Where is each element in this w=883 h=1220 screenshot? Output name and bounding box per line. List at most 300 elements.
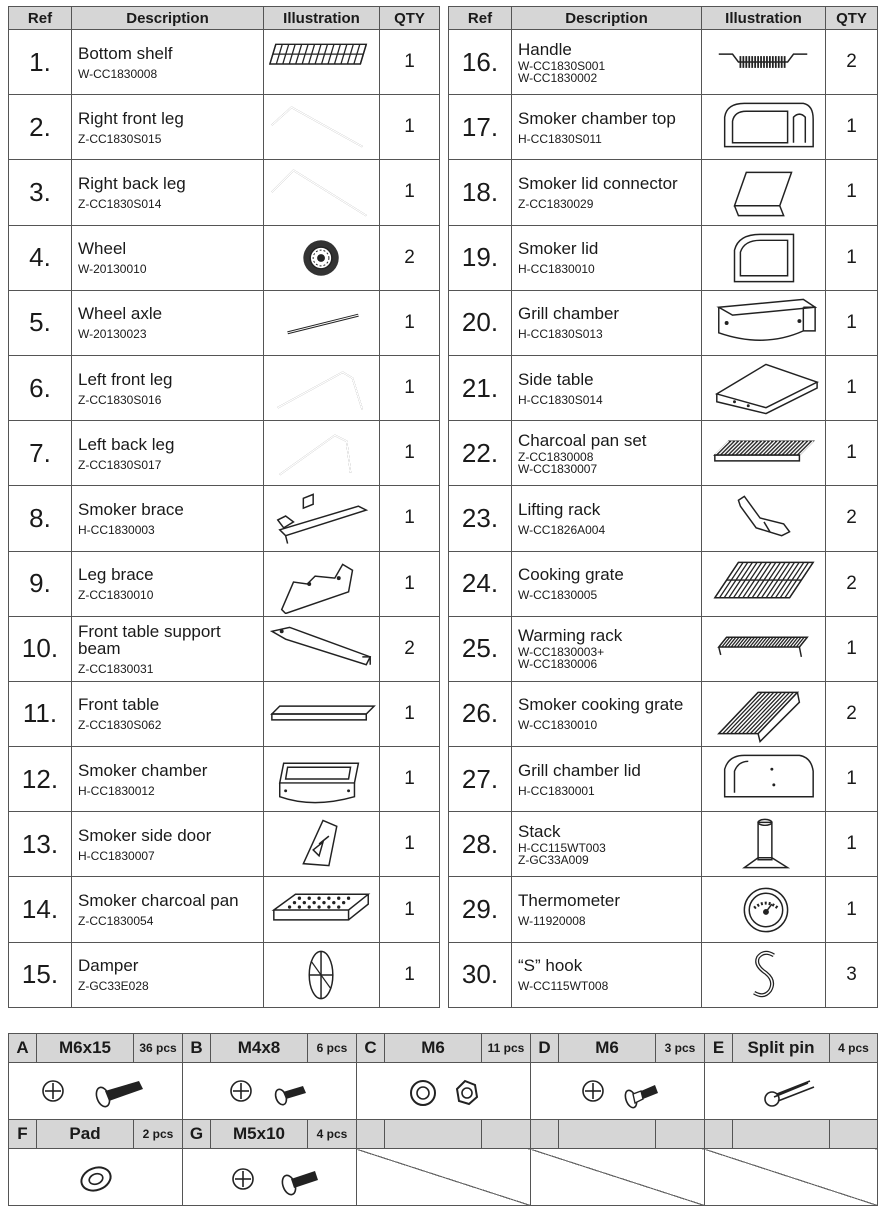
part-illustration — [702, 942, 826, 1007]
hardware-letter: E — [705, 1034, 733, 1063]
empty-cell — [733, 1120, 830, 1149]
part-qty: 1 — [380, 355, 440, 420]
part-description — [512, 486, 702, 551]
part-name: Grill chamber lid — [518, 760, 641, 780]
part-qty: 2 — [826, 551, 878, 616]
part-name: Cooking grate — [518, 565, 624, 585]
lid-connector-icon — [705, 162, 823, 222]
hardware-image-row-1 — [9, 1063, 878, 1120]
part-code: Z-CC1830054 — [78, 914, 154, 929]
part-codes — [78, 850, 263, 862]
part-code: Z-CC1830029 — [518, 196, 594, 211]
ref-number: 28. — [449, 812, 512, 877]
bottom-shelf-icon — [264, 32, 382, 92]
hardware-count: 4 pcs — [830, 1034, 878, 1063]
hardware-illustration-c — [357, 1063, 531, 1120]
empty-cell — [705, 1120, 733, 1149]
phillips-screw-icon — [215, 1069, 325, 1113]
part-code: W-20130010 — [78, 262, 147, 277]
ref-number: 26. — [449, 681, 512, 746]
part-illustration — [702, 421, 826, 486]
table-row — [449, 877, 878, 942]
part-illustration — [264, 355, 380, 420]
part-name: Left back leg — [78, 434, 175, 454]
part-codes — [78, 915, 263, 927]
part-illustration — [702, 681, 826, 746]
table-row — [449, 421, 878, 486]
empty-cell — [385, 1120, 482, 1149]
charcoal-pan-icon — [264, 880, 382, 940]
part-code: W-CC1830007 — [518, 461, 598, 476]
part-name: Right front leg — [78, 108, 184, 128]
hardware-name: M5x10 — [211, 1120, 308, 1149]
part-qty: 1 — [826, 616, 878, 681]
part-illustration — [702, 95, 826, 160]
part-name: Bottom shelf — [78, 43, 173, 63]
part-code: H-CC1830S014 — [518, 392, 603, 407]
part-codes — [518, 394, 701, 406]
smoker-brace-icon — [264, 488, 382, 548]
part-illustration — [264, 95, 380, 160]
part-qty: 1 — [380, 95, 440, 160]
part-illustration — [264, 551, 380, 616]
part-qty: 1 — [380, 681, 440, 746]
right-back-leg-icon — [264, 162, 382, 222]
part-illustration — [702, 30, 826, 95]
table-row — [449, 942, 878, 1007]
part-codes — [518, 646, 701, 670]
part-illustration — [702, 290, 826, 355]
part-description — [72, 551, 264, 616]
table-row — [449, 30, 878, 95]
ref-header: Ref — [449, 7, 512, 30]
part-code: H-CC1830S013 — [518, 327, 603, 342]
part-codes — [78, 68, 263, 80]
table-row — [9, 681, 440, 746]
table-row — [449, 812, 878, 877]
hardware-name: M4x8 — [211, 1034, 308, 1063]
part-name: “S” hook — [518, 956, 583, 976]
part-qty: 1 — [826, 225, 878, 290]
part-qty: 1 — [826, 747, 878, 812]
part-codes — [78, 459, 263, 471]
part-qty: 3 — [826, 942, 878, 1007]
hardware-image-row-2 — [9, 1149, 878, 1206]
hardware-letter: F — [9, 1120, 37, 1149]
part-description — [72, 812, 264, 877]
part-code: W-CC1830005 — [518, 588, 598, 603]
ref-number: 27. — [449, 747, 512, 812]
ref-number: 18. — [449, 160, 512, 225]
part-code: H-CC1830003 — [78, 522, 155, 537]
description-header: Description — [512, 7, 702, 30]
hardware-count: 3 pcs — [656, 1034, 705, 1063]
front-table-icon — [264, 684, 382, 744]
hardware-illustration-d — [531, 1063, 705, 1120]
hardware-name: Pad — [37, 1120, 134, 1149]
hardware-illustration-f — [9, 1149, 183, 1206]
part-code: Z-CC1830008 — [518, 449, 594, 464]
part-qty: 2 — [826, 486, 878, 551]
left-front-leg-icon — [264, 358, 382, 418]
table-row — [9, 812, 440, 877]
hardware-illustration-b — [183, 1063, 357, 1120]
part-name: Leg brace — [78, 565, 154, 585]
phillips-screw-icon — [31, 1069, 161, 1113]
part-codes — [78, 263, 263, 275]
part-qty: 2 — [826, 30, 878, 95]
table-row — [449, 95, 878, 160]
part-name: Thermometer — [518, 891, 621, 911]
hardware-illustration-a — [9, 1063, 183, 1120]
part-code: Z-GC33A009 — [518, 852, 589, 867]
part-code: Z-CC1830S014 — [78, 196, 162, 211]
part-code: Z-CC1830S016 — [78, 392, 162, 407]
wheel-axle-icon — [264, 293, 382, 353]
part-qty: 1 — [380, 551, 440, 616]
hardware-letter: A — [9, 1034, 37, 1063]
handle-icon — [705, 32, 823, 92]
part-qty: 1 — [826, 355, 878, 420]
ref-number: 2. — [9, 95, 72, 160]
part-codes — [518, 133, 701, 145]
table-row — [449, 681, 878, 746]
part-name: Smoker charcoal pan — [78, 891, 239, 911]
part-description — [72, 877, 264, 942]
part-illustration — [264, 616, 380, 681]
ref-number: 21. — [449, 355, 512, 420]
table-row — [9, 421, 440, 486]
part-codes — [518, 328, 701, 340]
ref-number: 19. — [449, 225, 512, 290]
part-code: Z-CC1830010 — [78, 588, 154, 603]
hardware-letter: D — [531, 1034, 559, 1063]
ref-number: 15. — [9, 942, 72, 1007]
part-code: H-CC1830012 — [78, 783, 155, 798]
part-name: Smoker lid connector — [518, 173, 678, 193]
part-codes — [78, 133, 263, 145]
part-code: W-CC1826A004 — [518, 522, 606, 537]
part-name: Grill chamber — [518, 304, 620, 324]
leg-brace-icon — [264, 554, 382, 614]
cooking-grate-icon — [705, 554, 823, 614]
part-qty: 1 — [826, 95, 878, 160]
part-qty: 1 — [826, 812, 878, 877]
smoker-cooking-grate-icon — [705, 684, 823, 744]
part-code: H-CC1830001 — [518, 783, 595, 798]
part-illustration — [264, 486, 380, 551]
part-qty: 1 — [380, 160, 440, 225]
part-code: W-CC1830S001 — [518, 58, 606, 73]
part-qty: 2 — [826, 681, 878, 746]
stack-icon — [705, 814, 823, 874]
table-row — [449, 160, 878, 225]
part-illustration — [702, 160, 826, 225]
ref-number: 7. — [9, 421, 72, 486]
table-row — [9, 290, 440, 355]
s-hook-icon — [705, 945, 823, 1005]
part-code: W-CC1830003+ — [518, 645, 605, 660]
part-code: H-CC115WT003 — [518, 840, 606, 855]
part-illustration — [264, 225, 380, 290]
part-code: H-CC1830007 — [78, 848, 155, 863]
part-illustration — [264, 30, 380, 95]
part-description — [512, 225, 702, 290]
part-description — [72, 747, 264, 812]
part-description — [512, 616, 702, 681]
parts-table-left — [8, 6, 440, 1008]
ref-number: 5. — [9, 290, 72, 355]
part-illustration — [702, 486, 826, 551]
ref-number: 6. — [9, 355, 72, 420]
part-illustration — [264, 160, 380, 225]
smoker-lid-icon — [705, 228, 823, 288]
part-illustration — [702, 747, 826, 812]
ref-number: 11. — [9, 681, 72, 746]
part-code: W-CC1830010 — [518, 718, 598, 733]
washer-nut-icon — [389, 1069, 499, 1113]
part-code: W-20130023 — [78, 327, 147, 342]
split-pin-icon — [736, 1069, 846, 1113]
part-qty: 1 — [826, 160, 878, 225]
part-codes — [518, 589, 701, 601]
table-header-row — [449, 7, 878, 30]
table-row — [9, 616, 440, 681]
part-code: Z-CC1830S017 — [78, 457, 162, 472]
table-header-row — [9, 7, 440, 30]
part-illustration — [702, 551, 826, 616]
ref-number: 1. — [9, 30, 72, 95]
part-codes — [78, 198, 263, 210]
part-codes — [78, 328, 263, 340]
table-row — [449, 355, 878, 420]
part-name: Handle — [518, 39, 572, 59]
damper-icon — [264, 945, 382, 1005]
ref-number: 13. — [9, 812, 72, 877]
part-qty: 1 — [380, 747, 440, 812]
hardware-letter: C — [357, 1034, 385, 1063]
part-description — [512, 160, 702, 225]
part-name: Side table — [518, 369, 594, 389]
part-name: Left front leg — [78, 369, 173, 389]
part-name: Stack — [518, 821, 561, 841]
part-illustration — [264, 812, 380, 877]
ref-number: 29. — [449, 877, 512, 942]
part-name: Front table — [78, 695, 160, 715]
part-qty: 1 — [380, 942, 440, 1007]
part-codes — [518, 263, 701, 275]
right-front-leg-icon — [264, 97, 382, 157]
hardware-letter: G — [183, 1120, 211, 1149]
part-description — [512, 747, 702, 812]
table-row — [9, 160, 440, 225]
ref-header: Ref — [9, 7, 72, 30]
part-description — [72, 95, 264, 160]
part-code: W-CC1830008 — [78, 66, 158, 81]
part-name: Smoker chamber top — [518, 108, 676, 128]
part-illustration — [264, 421, 380, 486]
part-description — [512, 812, 702, 877]
ref-number: 25. — [449, 616, 512, 681]
part-description — [72, 616, 264, 681]
table-row — [9, 551, 440, 616]
warming-rack-icon — [705, 619, 823, 679]
qty-header: QTY — [826, 7, 878, 30]
qty-header: QTY — [380, 7, 440, 30]
description-header: Description — [72, 7, 264, 30]
part-codes — [78, 589, 263, 601]
ref-number: 10. — [9, 616, 72, 681]
part-description — [512, 421, 702, 486]
part-name: Wheel axle — [78, 304, 163, 324]
part-codes — [518, 524, 701, 536]
part-codes — [78, 785, 263, 797]
hardware-count: 2 pcs — [134, 1120, 183, 1149]
part-name: Smoker brace — [78, 499, 184, 519]
hardware-header-row-1 — [9, 1034, 878, 1063]
smoker-chamber-icon — [264, 749, 382, 809]
hardware-header-row-2 — [9, 1120, 878, 1149]
empty-cell — [531, 1149, 705, 1206]
part-code: Z-CC1830S015 — [78, 131, 162, 146]
table-row — [9, 877, 440, 942]
table-row — [449, 225, 878, 290]
part-code: W-CC115WT008 — [518, 979, 609, 994]
part-qty: 1 — [380, 812, 440, 877]
part-description — [512, 355, 702, 420]
table-row — [449, 747, 878, 812]
empty-cell — [531, 1120, 559, 1149]
ref-number: 17. — [449, 95, 512, 160]
illustration-header: Illustration — [702, 7, 826, 30]
part-description — [72, 290, 264, 355]
part-name: Charcoal pan set — [518, 430, 647, 450]
part-description — [72, 421, 264, 486]
ref-number: 8. — [9, 486, 72, 551]
empty-cell — [482, 1120, 531, 1149]
part-description — [72, 942, 264, 1007]
ref-number: 16. — [449, 30, 512, 95]
grill-chamber-lid-icon — [705, 749, 823, 809]
part-code: W-CC1830002 — [518, 70, 598, 85]
part-codes — [518, 842, 701, 866]
wheel-icon — [264, 228, 382, 288]
table-row — [9, 486, 440, 551]
hardware-letter: B — [183, 1034, 211, 1063]
table-row — [9, 355, 440, 420]
part-qty: 1 — [380, 877, 440, 942]
part-name: Wheel — [78, 239, 127, 259]
part-code: H-CC1830S011 — [518, 131, 602, 146]
left-back-leg-icon — [264, 423, 382, 483]
part-illustration — [702, 225, 826, 290]
hardware-name: M6 — [559, 1034, 656, 1063]
parts-table-right — [448, 6, 878, 1008]
part-qty: 1 — [380, 30, 440, 95]
support-beam-icon — [264, 619, 382, 679]
lifting-rack-icon — [705, 488, 823, 548]
part-code: H-CC1830010 — [518, 262, 595, 277]
empty-cell — [357, 1149, 531, 1206]
side-table-icon — [705, 358, 823, 418]
part-name: Smoker side door — [78, 825, 212, 845]
part-description — [72, 30, 264, 95]
part-codes — [78, 663, 263, 675]
part-description — [512, 681, 702, 746]
part-codes — [78, 524, 263, 536]
part-illustration — [264, 942, 380, 1007]
part-description — [72, 160, 264, 225]
part-name: Smoker chamber — [78, 760, 208, 780]
part-description — [72, 225, 264, 290]
hardware-count: 36 pcs — [134, 1034, 183, 1063]
table-row — [449, 486, 878, 551]
part-name: Front table support beam — [78, 621, 221, 658]
part-code: Z-CC1830031 — [78, 661, 154, 676]
table-row — [9, 942, 440, 1007]
table-row — [449, 616, 878, 681]
part-codes — [78, 719, 263, 731]
hardware-count: 6 pcs — [308, 1034, 357, 1063]
part-codes — [78, 394, 263, 406]
part-qty: 2 — [380, 225, 440, 290]
hardware-count: 4 pcs — [308, 1120, 357, 1149]
part-name: Smoker lid — [518, 239, 599, 259]
empty-cell — [559, 1120, 656, 1149]
hardware-table — [8, 1033, 878, 1206]
smoker-chamber-top-icon — [705, 97, 823, 157]
illustration-header: Illustration — [264, 7, 380, 30]
phillips-screw-icon — [205, 1155, 335, 1199]
pad-icon — [41, 1155, 151, 1199]
part-codes — [518, 60, 701, 84]
table-row — [449, 290, 878, 355]
part-code: Z-CC1830S062 — [78, 718, 162, 733]
smoker-side-door-icon — [264, 814, 382, 874]
table-row — [9, 95, 440, 160]
ref-number: 24. — [449, 551, 512, 616]
part-code: Z-GC33E028 — [78, 979, 149, 994]
part-description — [72, 355, 264, 420]
part-codes — [518, 915, 701, 927]
part-description — [512, 942, 702, 1007]
hardware-illustration-g — [183, 1149, 357, 1206]
part-code: W-11920008 — [518, 914, 586, 929]
part-illustration — [264, 747, 380, 812]
part-qty: 1 — [380, 486, 440, 551]
empty-cell — [705, 1149, 878, 1206]
part-qty: 1 — [826, 421, 878, 486]
part-illustration — [264, 877, 380, 942]
ref-number: 23. — [449, 486, 512, 551]
table-row — [449, 551, 878, 616]
part-qty: 1 — [380, 290, 440, 355]
empty-cell — [357, 1120, 385, 1149]
part-illustration — [702, 877, 826, 942]
ref-number: 14. — [9, 877, 72, 942]
ref-number: 9. — [9, 551, 72, 616]
part-illustration — [702, 812, 826, 877]
part-codes — [518, 719, 701, 731]
part-codes — [518, 785, 701, 797]
ref-number: 12. — [9, 747, 72, 812]
charcoal-pan-set-icon — [705, 423, 823, 483]
part-code: W-CC1830006 — [518, 657, 598, 672]
part-codes — [518, 198, 701, 210]
part-description — [72, 486, 264, 551]
part-description — [512, 551, 702, 616]
ref-number: 3. — [9, 160, 72, 225]
